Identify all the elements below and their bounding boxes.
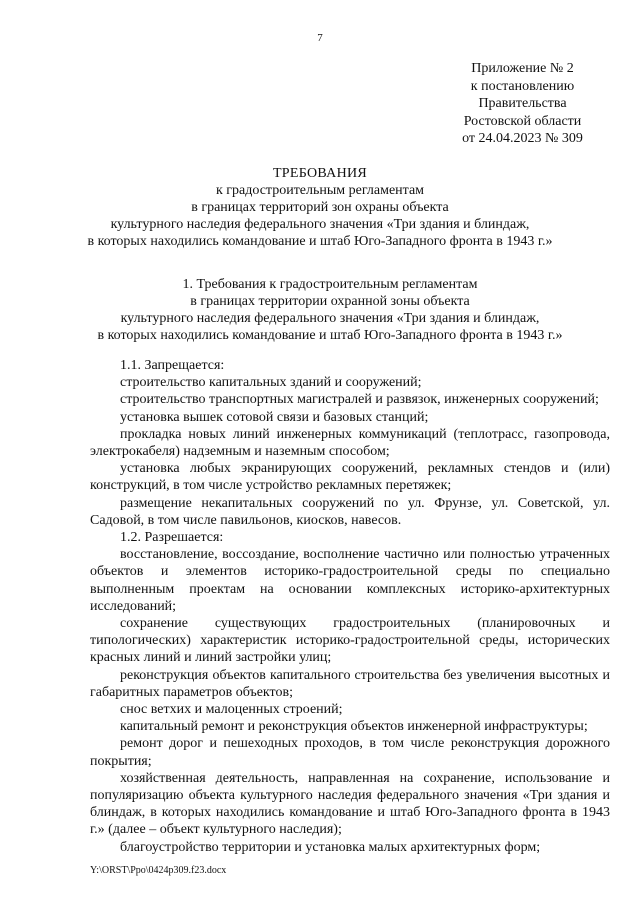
- title-line: культурного наследия федерального значения «Три здания и блиндаж,: [110, 217, 530, 232]
- appendix-line: к постановлению: [470, 78, 575, 94]
- title-main: ТРЕБОВАНИЯ: [272, 166, 368, 181]
- appendix-line: от 24.04.2023 № 309: [462, 131, 583, 146]
- section-title-line: 1. Требования к градостроительным регламентам: [182, 277, 478, 292]
- page-number: 7: [317, 32, 323, 44]
- paragraph: установка любых экранирующих сооружений, рекламных стендов и (или) конструкций, в том числе устройство рекламных перетяжек;: [90, 461, 610, 494]
- paragraph: хозяйственная деятельность, направленная на сохранение, использование и популяризацию объекта культурного наследия федерального значения «Три здания и блиндаж, в которых находились командование и штаб Юго-Западного фронта в 1943 г.» (далее – объект культурного наследия);: [90, 770, 610, 838]
- section-title-line: в границах территории охранной зоны объекта: [190, 294, 470, 309]
- appendix-line: Ростовской области: [463, 113, 582, 129]
- file-path-footer: Y:\ORST\Ppo\0424p309.f23.docx: [90, 865, 227, 876]
- paragraph: установка вышек сотовой связи и базовых станций;: [120, 409, 429, 425]
- paragraph: снос ветхих и малоценных строений;: [120, 702, 343, 718]
- paragraph: восстановление, воссоздание, восполнение частично или полностью утраченных объектов и элементов историко-градостроительной среды по специально выполненным проектам на основании комплексных историко-архитектурных исследований;: [90, 547, 610, 614]
- section-title: [60, 276, 600, 344]
- paragraph: 1.2. Разрешается:: [120, 530, 224, 546]
- appendix-header: [440, 60, 605, 148]
- section-title-line: культурного наследия федерального значения «Три здания и блиндаж,: [120, 311, 540, 326]
- title-line: в границах территорий зон охраны объекта: [191, 200, 449, 215]
- paragraph: строительство капитальных зданий и сооружений;: [120, 375, 422, 391]
- paragraph: капитальный ремонт и реконструкция объектов инженерной инфраструктуры;: [120, 719, 588, 735]
- paragraph: 1.1. Запрещается:: [120, 358, 225, 373]
- paragraph: сохранение существующих градостроительных (планировочных и типологических) характеристик историко-градостроительной среды, исторических красных линий и линий застройки улиц;: [90, 616, 610, 666]
- paragraph: благоустройство территории и установка малых архитектурных форм;: [120, 839, 541, 855]
- paragraph: ремонт дорог и пешеходных проходов, в том числе реконструкция дорожного покрытия;: [90, 736, 610, 769]
- title-line: к градостроительным регламентам: [215, 183, 425, 198]
- document-title: [60, 165, 580, 250]
- section-title-line: в которых находились командование и штаб Юго-Западного фронта в 1943 г.»: [97, 328, 563, 343]
- paragraph: размещение некапитальных сооружений по ул. Фрунзе, ул. Советской, ул. Садовой, в том числе павильонов, киосков, навесов.: [90, 495, 610, 528]
- title-line: в которых находились командование и штаб Юго-Западного фронта в 1943 г.»: [87, 234, 553, 249]
- paragraph: реконструкция объектов капитального строительства без увеличения высотных и габаритных параметров объектов;: [90, 667, 610, 700]
- document-body: [90, 357, 610, 856]
- paragraph: прокладка новых линий инженерных коммуникаций (теплотрасс, газопровода, электрокабеля) надземным и наземным способом;: [90, 426, 610, 460]
- appendix-line: Приложение № 2: [471, 61, 574, 76]
- appendix-line: Правительства: [478, 96, 567, 111]
- paragraph: строительство транспортных магистралей и развязок, инженерных сооружений;: [120, 392, 599, 408]
